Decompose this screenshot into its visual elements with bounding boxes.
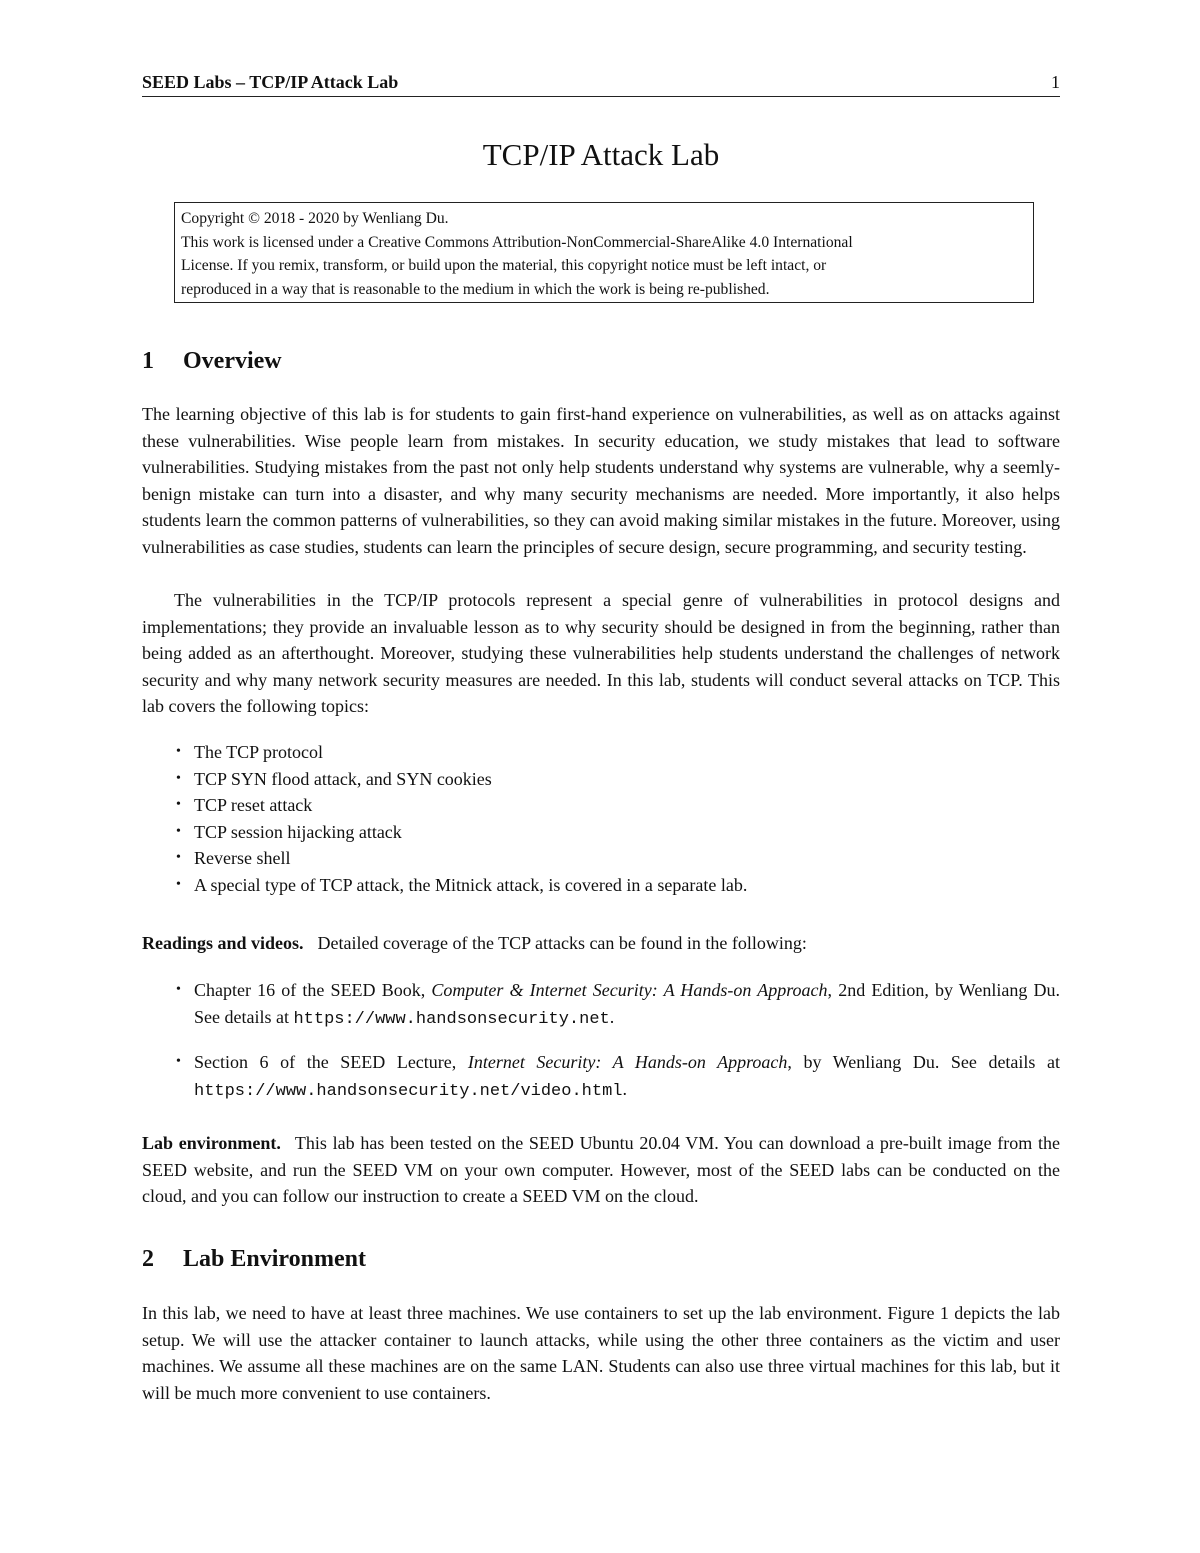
video-url-link[interactable]: https://www.handsonsecurity.net/video.html [194, 1081, 623, 1101]
running-header [142, 72, 1060, 97]
section-number: 2 [142, 1246, 154, 1272]
lab-environment-paragraph [142, 1130, 1060, 1210]
bullet-icon: • [176, 797, 181, 812]
document-title: TCP/IP Attack Lab [482, 137, 720, 172]
overview-paragraph-2-text: The vulnerabilities in the TCP/IP protocols represent a special genre of vulnerabilities in protocol designs and implementations; they provide an invaluable lesson as to why security should be designed in from the beginning, rather than being added as an afterthought. Moreover, studying these vulnerabilities help students understand the challenges of network security and why many network security measures are needed. In this lab, students will conduct several attacks on TCP. This lab covers the following topics: [142, 590, 1060, 716]
section-title: Lab Environment [183, 1246, 366, 1272]
lab-environment-text: This lab has been tested on the SEED Ubuntu 20.04 VM. You can download a pre-built image from the SEED website, and run the SEED VM on your own computer. However, most of the SEED labs can be conducted on the cloud, and you can follow our instruction to create a SEED VM on the cloud. [142, 1133, 1060, 1206]
bullet-icon: • [176, 770, 181, 786]
readings-heading: Readings and videos. [142, 933, 304, 953]
list-item: • Reverse shell [142, 845, 1060, 872]
section-title: Overview [183, 348, 282, 374]
bullet-icon: • [176, 850, 181, 865]
list-item: • Chapter 16 of the SEED Book, Computer & Internet Security: A Hands-on Approach, 2nd Edition, by Wenliang Du. See details at https://www.handsonsecurity.net. [142, 977, 1060, 1033]
readings-paragraph [142, 930, 1060, 957]
copyright-box [174, 202, 1034, 303]
section-heading-lab-environment [142, 1246, 366, 1273]
readings-intro: Detailed coverage of the TCP attacks can be found in the following: [317, 933, 807, 953]
overview-paragraph-1: The learning objective of this lab is for students to gain first-hand experience on vulnerabilities, as well as on attacks against these vulnerabilities. Wise people learn from mistakes. In security education, we study mistakes that lead to software vulnerabilities. Studying mistakes from the past not only help students understand why systems are vulnerable, why a seemly-benign mistake can turn into a disaster, and why many security mechanisms are needed. More importantly, it also helps students learn the common patterns of vulnerabilities, so they can avoid making similar mistakes in the future. Moreover, using vulnerabilities as case studies, students can learn the principles of secure design, secure programming, and security testing. [142, 404, 1060, 557]
section-number: 1 [142, 348, 154, 374]
book-title: Computer & Internet Security: A Hands-on Approach [431, 980, 828, 1000]
copyright-line: License. If you remix, transform, or build upon the material, this copyright notice must be left intact, or [181, 257, 827, 274]
section-heading-overview [142, 348, 282, 375]
copyright-line: Copyright © 2018 - 2020 by Wenliang Du. [181, 210, 449, 227]
list-item: • Section 6 of the SEED Lecture, Internet Security: A Hands-on Approach, by Wenliang Du. See details at https://www.handsonsecurity.net/video.html. [142, 1049, 1060, 1105]
bullet-icon: • [176, 876, 181, 892]
list-item: • A special type of TCP attack, the Mitnick attack, is covered in a separate lab. [142, 872, 1060, 899]
running-title: SEED Labs – TCP/IP Attack Lab [142, 72, 399, 92]
book-url-link[interactable]: https://www.handsonsecurity.net [293, 1009, 610, 1029]
list-item: • TCP session hijacking attack [142, 819, 1060, 846]
page-number: 1 [1051, 72, 1060, 92]
lecture-title: Internet Security: A Hands-on Approach [467, 1052, 788, 1072]
lab-environment-heading: Lab environment. [142, 1133, 281, 1153]
list-item: • The TCP protocol [142, 739, 1060, 766]
readings-list [142, 977, 1060, 1105]
bullet-icon: • [176, 823, 181, 839]
list-item: • TCP SYN flood attack, and SYN cookies [142, 766, 1060, 793]
bullet-icon: • [176, 1054, 181, 1069]
bullet-icon: • [176, 744, 181, 759]
lab-environment-section-paragraph: In this lab, we need to have at least three machines. We use containers to set up the lab environment. Figure 1 depicts the lab setup. We will use the attacker container to launch attacks, while using the other three containers as the victim and user machines. We assume all these machines are on the same LAN. Students can also use three virtual machines for this lab, but it will be much more convenient to use containers. [142, 1303, 1060, 1403]
bullet-icon: • [176, 982, 181, 997]
list-item: • TCP reset attack [142, 792, 1060, 819]
overview-paragraph-2 [142, 587, 1060, 720]
topics-list [142, 739, 1060, 898]
copyright-line: reproduced in a way that is reasonable to the medium in which the work is being re-published. [181, 280, 770, 298]
copyright-line: This work is licensed under a Creative Commons Attribution-NonCommercial-ShareAlike 4.0 International [181, 233, 853, 251]
